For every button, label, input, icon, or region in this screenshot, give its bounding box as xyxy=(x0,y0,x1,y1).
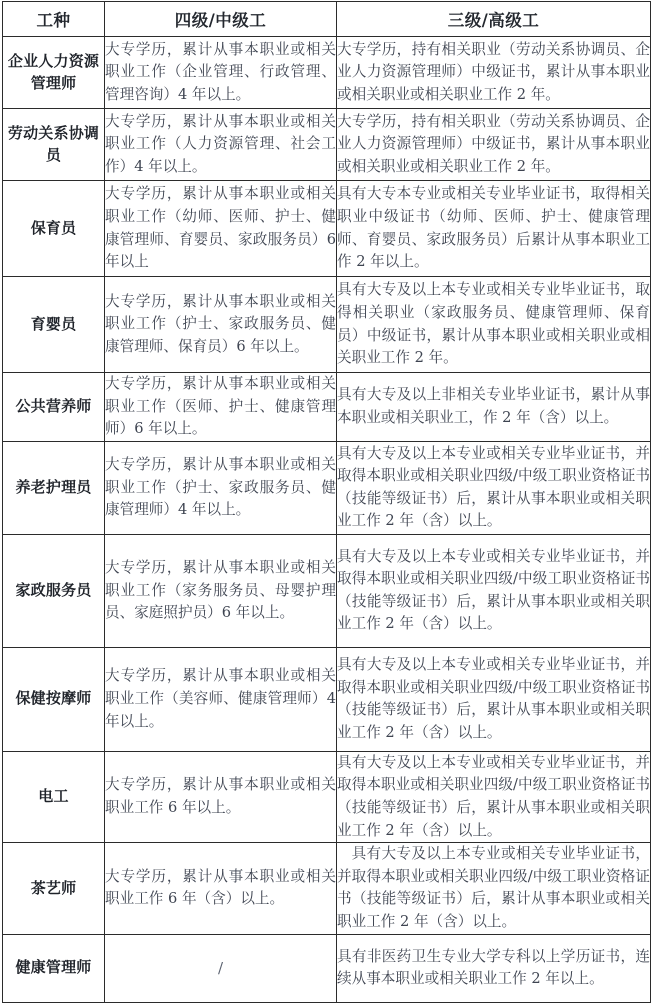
level4-requirement: 大专学历，累计从事本职业或相关职业工作（医师、护士、健康管理师）6 年以上。 xyxy=(105,373,337,442)
level3-requirement: 具有大专本专业或相关专业毕业证书，取得相关职业中级证书（幼师、医师、护士、健康管理师、育婴员、家政服务员）后累计从事本职业工作 2 年以上。 xyxy=(337,181,651,277)
occupation-name: 保育员 xyxy=(3,181,105,277)
level4-requirement: 大专学历，累计从事本职业或相关职业工作（幼师、医师、护士、健康管理师、育婴员、家政服务员）6 年以上 xyxy=(105,181,337,277)
level4-requirement: 大专学历，累计从事本职业或相关职业工作（人力资源管理、社会工作）4 年以上。 xyxy=(105,109,337,181)
level4-requirement: 大专学历，累计从事本职业或相关职业工作 6 年（含）以上。 xyxy=(105,843,337,934)
table-row xyxy=(3,277,651,373)
column-header-level4: 四级/中级工 xyxy=(105,2,337,37)
table-row xyxy=(3,181,651,277)
level3-requirement: 具有非医药卫生专业大学专科以上学历证书，连续从事本职业或相关职业工作 2 年以上。 xyxy=(337,934,651,1002)
table-row xyxy=(3,647,651,751)
occupation-name: 健康管理师 xyxy=(3,934,105,1002)
level4-requirement: 大专学历，累计从事本职业或相关职业工作（护士、家政服务员、健康管理师）4 年以上。 xyxy=(105,441,337,534)
occupation-name: 公共营养师 xyxy=(3,373,105,442)
level4-requirement: 大专学历，累计从事本职业或相关职业工作 6 年以上。 xyxy=(105,751,337,842)
level4-requirement: / xyxy=(105,934,337,1002)
table-row xyxy=(3,843,651,934)
occupation-name: 茶艺师 xyxy=(3,843,105,934)
table-row xyxy=(3,441,651,534)
level4-requirement: 大专学历，累计从事本职业或相关职业工作（企业管理、行政管理、管理咨询）4 年以上。 xyxy=(105,37,337,109)
occupation-name: 劳动关系协调员 xyxy=(3,109,105,181)
level3-requirement: 具有大专及以上本专业或相关专业毕业证书，并取得本职业或相关职业四级/中级工职业资格证书（技能等级证书）后，累计从事本职业或相关职业工作 2 年（含）以上。 xyxy=(337,751,651,842)
qualification-requirements-table xyxy=(2,1,651,1003)
level3-requirement: 具有大专及以上本专业或相关专业毕业证书，并取得本职业或相关职业四级/中级工职业资格证书（技能等级证书）后，累计从事本职业或相关职业工作 2 年（含）以上。 xyxy=(337,647,651,751)
table-header-row xyxy=(3,2,651,37)
level4-requirement: 大专学历，累计从事本职业或相关职业工作（家务服务员、母婴护理员、家庭照护员）6 年以上。 xyxy=(105,534,337,647)
table-header xyxy=(3,2,651,37)
occupation-name: 保健按摩师 xyxy=(3,647,105,751)
level3-requirement: 具有大专及以上本专业或相关专业毕业证书，并取得本职业或相关职业四级/中级工职业资格证书（技能等级证书）后，累计从事本职业或相关职业工作 2 年（含）以上。 xyxy=(337,534,651,647)
level3-requirement: 大专学历，持有相关职业（劳动关系协调员、企业人力资源管理师）中级证书，累计从事本职业或相关职业或相关职业工作 2 年。 xyxy=(337,109,651,181)
level4-requirement: 大专学历，累计从事本职业或相关职业工作（护士、家政服务员、健康管理师、保育员）6 年以上。 xyxy=(105,277,337,373)
level3-requirement: 具有大专及以上本专业或相关专业毕业证书，取得相关职业（家政服务员、健康管理师、保育员）中级证书，累计从事本职业或相关职业或相关职业工作 2 年。 xyxy=(337,277,651,373)
level3-requirement: 具有大专及以上非相关专业毕业证书，累计从事本职业或相关职业工，作 2 年（含）以上。 xyxy=(337,373,651,442)
table-row xyxy=(3,373,651,442)
level3-requirement: 具有大专及以上本专业或相关专业毕业证书，并取得本职业或相关职业四级/中级工职业资格证书（技能等级证书）后，累计从事本职业或相关职业工作 2 年（含）以上。 xyxy=(337,843,651,934)
level4-requirement: 大专学历，累计从事本职业或相关职业工作（美容师、健康管理师）4 年以上。 xyxy=(105,647,337,751)
occupation-name: 养老护理员 xyxy=(3,441,105,534)
table-row xyxy=(3,534,651,647)
column-header-occupation: 工种 xyxy=(3,2,105,37)
table-row xyxy=(3,37,651,109)
occupation-name: 家政服务员 xyxy=(3,534,105,647)
table-row xyxy=(3,751,651,842)
table-row xyxy=(3,109,651,181)
table-body xyxy=(3,37,651,1003)
level3-requirement: 大专学历，持有相关职业（劳动关系协调员、企业人力资源管理师）中级证书，累计从事本职业或相关职业或相关职业工作 2 年。 xyxy=(337,37,651,109)
table-row xyxy=(3,934,651,1002)
column-header-level3: 三级/高级工 xyxy=(337,2,651,37)
occupation-name: 电工 xyxy=(3,751,105,842)
level3-requirement: 具有大专及以上本专业或相关专业毕业证书，并取得本职业或相关职业四级/中级工职业资格证书（技能等级证书）后，累计从事本职业或相关职业工作 2 年（含）以上。 xyxy=(337,441,651,534)
occupation-name: 育婴员 xyxy=(3,277,105,373)
occupation-name: 企业人力资源管理师 xyxy=(3,37,105,109)
